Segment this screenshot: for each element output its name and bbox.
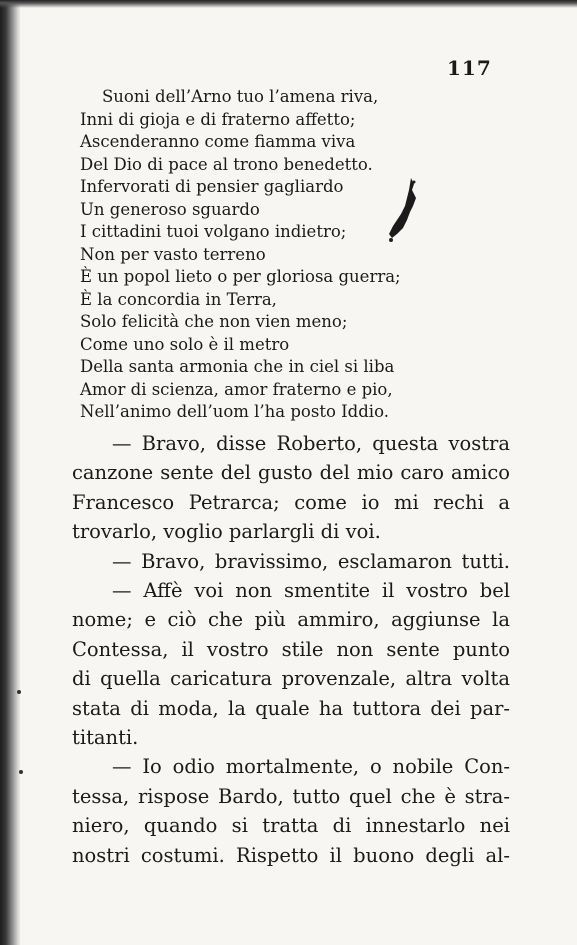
prose-line: nome; e ciò che più ammiro, aggiunse la [72, 608, 510, 632]
poem-block [80, 86, 480, 424]
page-number: 117 [447, 56, 492, 80]
prose-block [72, 429, 510, 870]
binding-edge [0, 0, 20, 945]
poem-line: Come uno solo è il metro [80, 334, 290, 354]
margin-speck [19, 770, 23, 774]
poem-line: Della santa armonia che in ciel si liba [80, 357, 395, 376]
prose-line: stata di moda, la quale ha tuttora dei par- [72, 696, 510, 720]
poem-line: Nell’animo dell’uom l’ha posto Iddio. [80, 402, 389, 421]
poem-line: Solo felicità che non vien meno; [80, 312, 348, 331]
prose-line: — Bravo, bravissimo, esclamaron tutti. [112, 549, 510, 573]
ink-stain [383, 176, 423, 246]
prose-line: titanti. [72, 726, 139, 750]
poem-line: Del Dio di pace al trono benedetto. [80, 154, 373, 174]
poem-line: Suoni dell’Arno tuo l’amena riva, [102, 87, 379, 106]
prose-line: tessa, rispose Bardo, tutto quel che è stra- [72, 784, 510, 808]
poem-line: Non per vasto terreno [80, 244, 266, 264]
prose-line: — Io odio mortalmente, o nobile Con- [112, 755, 510, 779]
top-page-edge [0, 0, 577, 8]
prose-line: — Affè voi non smentite il vostro bel [112, 579, 510, 603]
poem-line: Amor di scienza, amor fraterno e pio, [80, 379, 393, 399]
prose-line: Contessa, il vostro stile non sente punto [72, 637, 510, 661]
poem-line: È la concordia in Terra, [80, 289, 277, 309]
poem-line: Infervorati di pensier gagliardo [80, 177, 344, 196]
prose-line: Francesco Petrarca; come io mi rechi a [72, 490, 510, 514]
poem-line: I cittadini tuoi volgano indietro; [80, 222, 347, 241]
prose-line: nostri costumi. Rispetto il buono degli al- [72, 843, 510, 867]
prose-line: — Bravo, disse Roberto, questa vostra [112, 432, 510, 455]
prose-line: canzone sente del gusto del mio caro amico [72, 461, 510, 485]
poem-line: Un generoso sguardo [80, 199, 260, 219]
prose-line: trovarlo, voglio parlargli di voi. [72, 520, 381, 544]
poem-line: È un popol lieto o per gloriosa guerra; [80, 267, 401, 286]
poem-line: Inni di gioja e di fraterno affetto; [80, 109, 356, 129]
poem-line: Ascenderanno come fiamma viva [80, 132, 356, 151]
prose-line: di quella caricatura provenzale, altra volta [72, 667, 510, 691]
margin-speck [17, 690, 21, 694]
prose-line: niero, quando si tratta di innestarlo nei [72, 814, 510, 838]
